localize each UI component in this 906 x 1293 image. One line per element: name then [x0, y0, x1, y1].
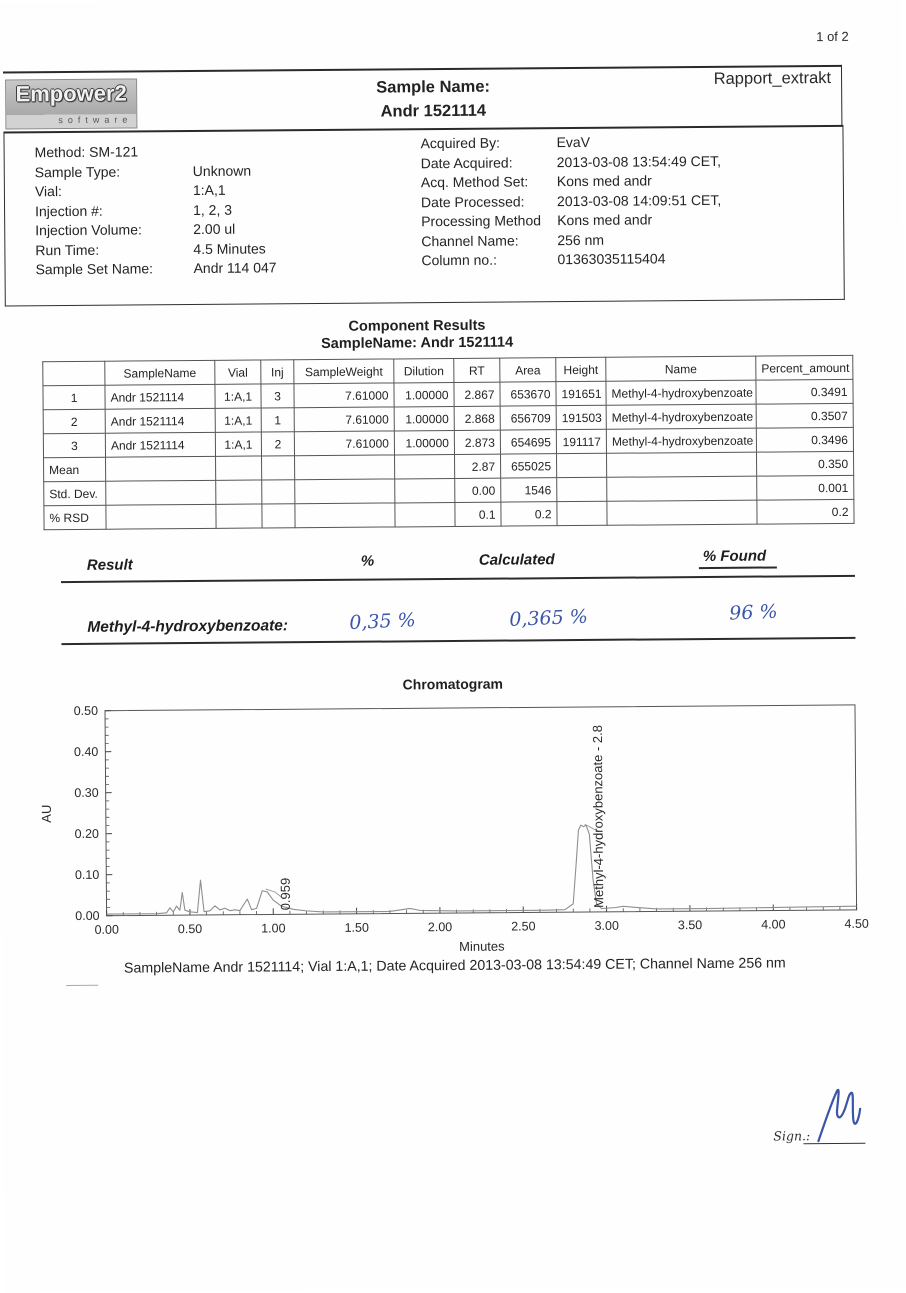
y-tick-label: 0.50 [74, 704, 98, 718]
info-value: 2013-03-08 14:09:51 CET, [557, 190, 721, 211]
info-row [35, 180, 276, 201]
info-row [421, 249, 721, 271]
table-cell: 7.61000 [294, 407, 394, 432]
table-cell [395, 502, 455, 526]
x-tick-label: 0.00 [94, 923, 118, 937]
table-cell: 654695 [500, 430, 556, 454]
table-cell: Mean [44, 457, 106, 481]
result-header-result: Result [87, 557, 133, 574]
info-value: 4.5 Minutes [193, 239, 266, 259]
table-column-header [43, 361, 105, 385]
table-cell [106, 504, 216, 529]
table-cell: 0.00 [455, 478, 501, 502]
result-header-percent: % [361, 553, 374, 570]
empower-logo [5, 78, 137, 129]
handwritten-percent-value: 0,35 % [349, 609, 416, 634]
info-value: Andr 114 047 [193, 258, 276, 278]
table-cell: Methyl-4-hydroxybenzoate [606, 404, 756, 429]
info-label: Date Acquired: [421, 153, 557, 174]
table-cell: 0.3507 [756, 403, 853, 428]
table-cell: 0.350 [756, 451, 853, 476]
table-column-header: SampleName [105, 360, 215, 385]
x-tick-label: 0.50 [178, 922, 202, 936]
table-cell: 0.2 [501, 502, 557, 526]
table-column-header: Dilution [394, 358, 454, 382]
table-cell: Andr 1521114 [105, 432, 215, 457]
info-row [35, 200, 276, 221]
result-analyte-label: Methyl-4-hydroxybenzoate: [87, 617, 288, 637]
table-cell [607, 476, 757, 501]
table-cell: 0.3491 [756, 379, 853, 404]
table-cell [295, 455, 395, 480]
table-cell: 3 [43, 433, 105, 457]
table-cell [262, 504, 295, 528]
info-label: Vial: [35, 181, 193, 202]
component-results-table [42, 355, 854, 530]
info-row [421, 229, 721, 251]
table-cell [262, 456, 295, 480]
x-tick-label: 2.50 [511, 919, 535, 933]
table-cell: 1546 [501, 478, 557, 502]
y-tick-label: 0.00 [75, 909, 99, 923]
table-cell [216, 504, 262, 528]
info-value: 01363035115404 [557, 249, 665, 269]
table-cell [395, 478, 455, 502]
y-tick-label: 0.30 [74, 786, 98, 800]
table-cell [607, 500, 757, 525]
chromatogram-title: Chromatogram [0, 672, 906, 695]
report-header-band [3, 65, 842, 134]
result-data-row [61, 605, 855, 645]
table-cell: 2.873 [454, 430, 500, 454]
table-cell: 1.00000 [394, 430, 454, 454]
handwritten-calculated-value: 0,365 % [509, 606, 588, 631]
table-cell: 7.61000 [294, 431, 394, 456]
table-column-header: SampleWeight [294, 359, 394, 384]
table-cell: 0.1 [455, 502, 501, 526]
y-tick-label: 0.20 [75, 827, 99, 841]
info-row [421, 151, 721, 173]
info-value: EvaV [556, 133, 590, 153]
table-cell [557, 501, 607, 525]
info-value: 1:A,1 [193, 181, 226, 201]
x-tick-label: 4.50 [844, 917, 868, 931]
table-cell: Andr 1521114 [105, 384, 215, 409]
info-label: Sample Type: [35, 162, 193, 183]
table-cell: Methyl-4-hydroxybenzoate [606, 428, 756, 453]
empower-logo-title: Empower2 [6, 80, 136, 107]
signature-stroke [818, 1090, 860, 1141]
table-cell [216, 456, 262, 480]
table-column-header: Vial [215, 360, 261, 384]
result-header-calculated: Calculated [479, 551, 555, 569]
table-cell: 2.867 [454, 382, 500, 406]
table-cell [556, 453, 606, 477]
method-info-box [3, 125, 844, 307]
table-cell: 7.61000 [294, 383, 394, 408]
info-label: Processing Method [421, 211, 557, 232]
info-row [35, 141, 276, 162]
report-template-name: Rapport_extrakt [714, 69, 832, 89]
table-column-header: RT [454, 358, 500, 382]
peak-label: Methyl-4-hydroxybenzoate - 2.8 [590, 725, 606, 908]
component-results-subtitle: SampleName: Andr 1521114 [0, 332, 837, 355]
table-cell [262, 480, 295, 504]
table-cell [295, 479, 395, 504]
table-cell: Methyl-4-hydroxybenzoate [606, 380, 756, 405]
chromatogram-plot [30, 693, 878, 972]
info-row [421, 210, 721, 232]
component-results-title: Component Results [0, 315, 837, 338]
table-cell: 655025 [501, 454, 557, 478]
sample-name-block [243, 74, 623, 125]
table-cell: 2.868 [454, 406, 500, 430]
table-cell [606, 452, 756, 477]
empower-logo-subtitle: software [6, 114, 136, 128]
legend-line-swatch [66, 985, 98, 986]
handwritten-found-value: 96 % [729, 601, 778, 625]
info-row [421, 190, 721, 212]
table-cell: 0.2 [757, 499, 854, 524]
info-row [35, 219, 276, 240]
table-cell: 2 [43, 409, 105, 433]
x-tick-label: 3.50 [678, 918, 702, 932]
table-cell: 1.00000 [394, 382, 454, 406]
info-value: Unknown [193, 161, 252, 181]
table-column-header: Area [500, 358, 556, 382]
page-number: 1 of 2 [816, 29, 849, 44]
info-row [35, 239, 276, 260]
table-cell [395, 454, 455, 478]
table-column-header: Height [556, 357, 606, 381]
table-cell: 653670 [500, 382, 556, 406]
table-cell: 191117 [556, 429, 606, 453]
y-tick-label: 0.10 [75, 868, 99, 882]
method-info-left-column [35, 141, 277, 279]
sample-name-label: Sample Name: [243, 74, 623, 101]
table-row [44, 499, 854, 529]
table-cell [295, 503, 395, 528]
y-tick-label: 0.40 [74, 745, 98, 759]
table-cell: Andr 1521114 [105, 408, 215, 433]
signature-label: Sign.: [773, 1128, 810, 1143]
result-header-row [61, 549, 855, 583]
table-cell: 1 [43, 385, 105, 409]
table-cell: 1.00000 [394, 406, 454, 430]
table-cell [216, 480, 262, 504]
info-value: 2.00 ul [193, 220, 235, 240]
info-row [421, 171, 721, 193]
table-column-header: Name [606, 356, 756, 381]
info-row [35, 161, 276, 182]
found-underline [699, 566, 777, 569]
table-column-header: Inj [261, 360, 294, 384]
table-cell: 191651 [556, 381, 606, 405]
table-cell: 2.87 [455, 454, 501, 478]
table-column-header: Percent_amount [756, 355, 853, 380]
info-label: Column no.: [421, 250, 557, 271]
info-label: Method: SM-121 [35, 142, 193, 163]
info-label: Acquired By: [420, 133, 556, 154]
plot-frame [105, 705, 857, 916]
table-cell [557, 477, 607, 501]
table-cell [106, 480, 216, 505]
info-label: Injection Volume: [35, 220, 193, 241]
table-cell: 2 [261, 432, 294, 456]
x-tick-label: 1.50 [344, 921, 368, 935]
info-value: 256 nm [557, 230, 604, 250]
x-tick-label: 2.00 [428, 920, 452, 934]
signature-handwriting [815, 1083, 866, 1147]
y-axis-title: AU [39, 805, 54, 823]
info-label: Run Time: [35, 240, 193, 261]
sample-name-value: Andr 1521114 [243, 98, 623, 125]
result-header-found: % Found [703, 548, 766, 565]
table-cell: 1:A,1 [215, 408, 261, 432]
table-cell [106, 456, 216, 481]
table-cell: 3 [261, 384, 294, 408]
table-cell: % RSD [44, 505, 106, 529]
info-value: Kons med andr [557, 210, 652, 230]
info-label: Sample Set Name: [35, 259, 193, 280]
info-label: Date Processed: [421, 192, 557, 213]
info-label: Channel Name: [421, 231, 557, 252]
info-label: Injection #: [35, 201, 193, 222]
table-cell: 0.001 [757, 475, 854, 500]
table-cell: 656709 [500, 406, 556, 430]
table-cell: 1:A,1 [215, 432, 261, 456]
info-value: 2013-03-08 13:54:49 CET, [557, 151, 721, 172]
x-tick-label: 4.00 [761, 917, 785, 931]
peak-label: 0.959 [278, 878, 293, 911]
table-cell: Std. Dev. [44, 481, 106, 505]
table-cell: 0.3496 [756, 427, 853, 452]
info-row [420, 132, 720, 154]
x-axis-title: Minutes [459, 939, 505, 954]
x-tick-label: 3.00 [594, 919, 618, 933]
table-cell: 1:A,1 [215, 384, 261, 408]
info-value: 1, 2, 3 [193, 200, 232, 220]
table-cell: 191503 [556, 405, 606, 429]
info-value: Kons med andr [557, 171, 652, 191]
chromatogram-caption: SampleName Andr 1521114; Vial 1:A,1; Date Acquired 2013-03-08 13:54:49 CET; Channel Name 256 nm [124, 953, 866, 980]
x-tick-label: 1.00 [261, 921, 285, 935]
info-label: Acq. Method Set: [421, 172, 557, 193]
chromatogram-trace [106, 823, 857, 914]
table-cell: 1 [261, 408, 294, 432]
info-row [35, 258, 276, 279]
method-info-right-column [420, 132, 721, 271]
